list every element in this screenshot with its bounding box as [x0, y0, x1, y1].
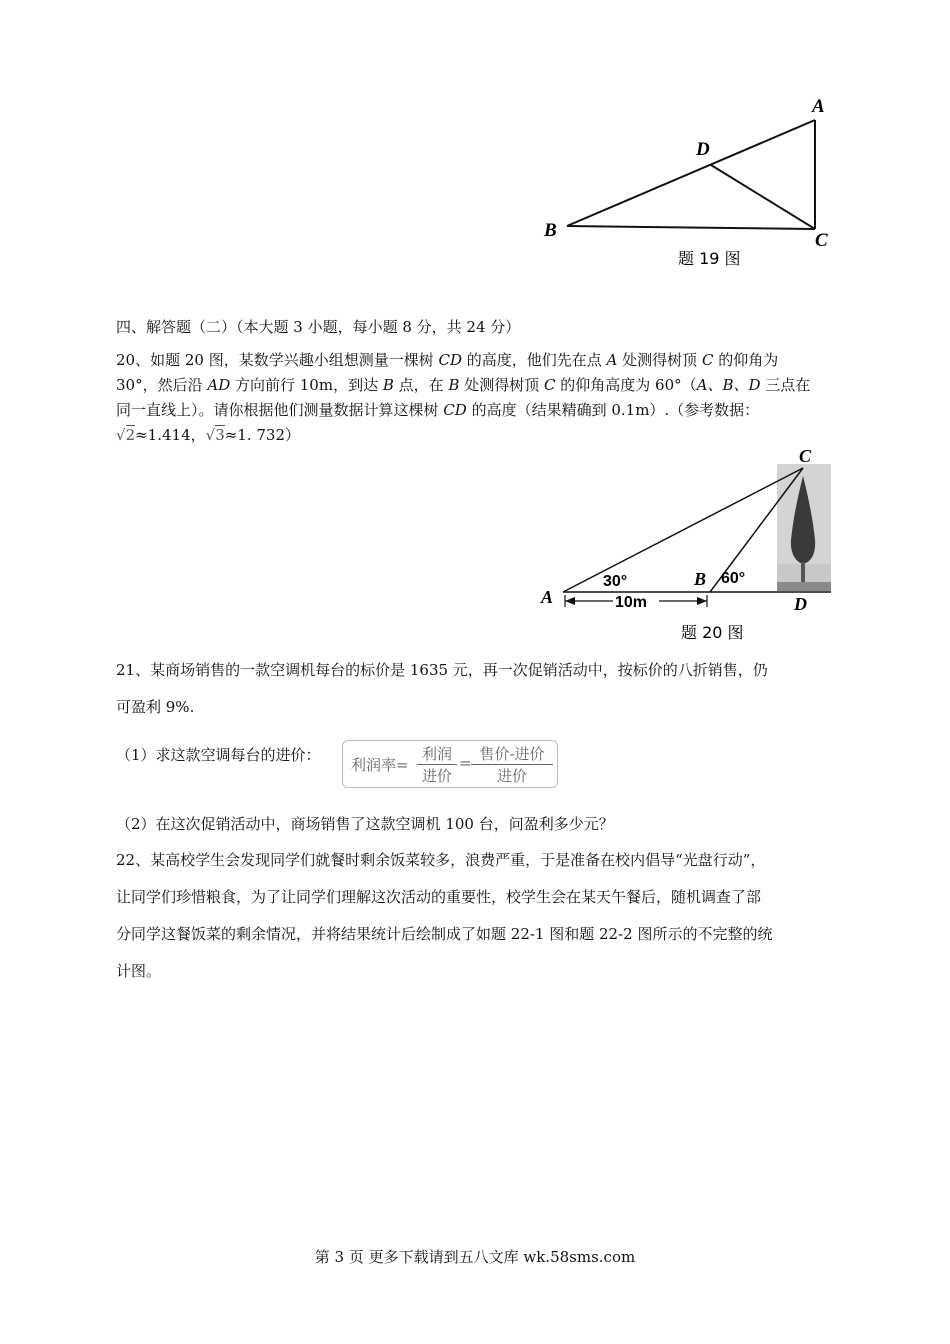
fig19-label-b: B [544, 220, 557, 241]
q22-line-1: 22、某高校学生会发现同学们就餐时剩余饭菜较多，浪费严重，于是准备在校内倡导“光盘行动”， [116, 851, 766, 869]
figure-19 [530, 88, 850, 278]
fraction-price-minus-cost: 售价-进价 进价 [471, 743, 553, 786]
q22-line-3: 分同学这餐饭菜的剩余情况，并将结果统计后绘制成了如题 22-1 图和题 22-2 图所示的不完整的统 [116, 925, 773, 943]
fig20-label-d: D [794, 594, 807, 614]
fig19-caption: 题 19 图 [678, 249, 741, 268]
fig19-label-a: A [812, 96, 825, 117]
formula-lhs: 利润率= [351, 756, 409, 774]
fig20-label-a: A [541, 587, 554, 607]
q22-line-2: 让同学们珍惜粮食，为了让同学们理解这次活动的重要性，校学生会在某天午餐后，随机调查了部 [116, 888, 762, 906]
fig20-angle-60: 60° [721, 570, 746, 587]
fig20-label-b: B [694, 569, 707, 589]
q20-line-4: √2≈1.414，√3≈1. 732） [116, 426, 301, 444]
formula-box [342, 740, 558, 788]
fig19-label-d: D [696, 139, 710, 160]
q22-line-4: 计图。 [116, 962, 162, 980]
fig20-distance: 10m [615, 594, 648, 611]
section-heading: 四、解答题（二）（本大题 3 小题，每小题 8 分，共 24 分） [116, 318, 521, 336]
formula-equals: = [459, 754, 472, 772]
q20-line-1: 20、如题 20 图，某数学兴趣小组想测量一棵树 CD 的高度，他们先在点 A 处测得树顶 C 的仰角为 [116, 351, 779, 369]
fig19-label-c: C [815, 230, 828, 251]
ref-sqrt2: 2 [125, 426, 136, 444]
fig20-caption: 题 20 图 [681, 623, 744, 642]
q21-part-1: （1）求这款空调每台的进价： [116, 746, 321, 764]
figure-20 [535, 440, 845, 645]
q20-line-3: 同一直线上）。请你根据他们测量数据计算这棵树 CD 的高度（结果精确到 0.1m）.（参考数据： [116, 401, 760, 419]
ref-sqrt3: 3 [215, 426, 225, 444]
q20-line-2: 30°，然后沿 AD 方向前行 10m，到达 B 点，在 B 处测得树顶 C 的仰角高度为 60°（A、B、D 三点在 [116, 376, 811, 394]
fig20-angle-30: 30° [603, 573, 628, 590]
page-footer: 第 3 页 更多下载请到五八文库 wk.58sms.com [314, 1248, 636, 1266]
q21-line-2: 可盈利 9%. [116, 698, 195, 716]
q21-line-1: 21、某商场销售的一款空调机每台的标价是 1635 元，再一次促销活动中，按标价的八折销售，仍 [116, 661, 768, 679]
q21-part-2: （2）在这次促销活动中，商场销售了这款空调机 100 台，问盈利多少元？ [116, 815, 614, 833]
fig20-label-c: C [799, 446, 812, 466]
fraction-profit-over-cost: 利润 进价 [417, 743, 457, 786]
